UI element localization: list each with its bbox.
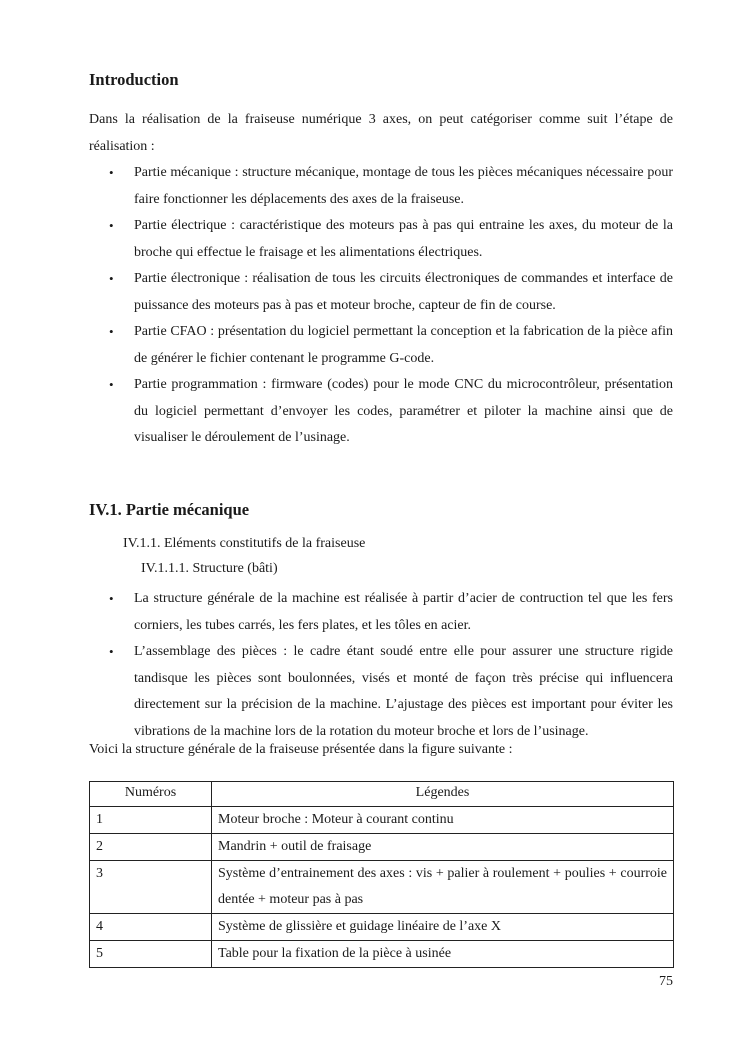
table-row [90, 914, 674, 941]
subsection-heading: IV.1.1. Eléments constitutifs de la fraiseuse [123, 536, 366, 551]
table-cell-number: 1 [90, 807, 212, 834]
list-item-text: Partie électronique : réalisation de tous les circuits électroniques de commandes et interface de puissance des moteurs pas à pas et moteur broche, capteur de fin de course. [134, 271, 673, 313]
list-item [89, 586, 673, 639]
introduction-heading: Introduction [89, 70, 179, 89]
bullet-icon: • [109, 165, 114, 180]
table-row [90, 834, 674, 861]
table-cell-legend: Système de glissière et guidage linéaire de l’axe X [212, 914, 674, 941]
table-cell-number: 2 [90, 834, 212, 861]
table-cell-legend: Moteur broche : Moteur à courant continu [212, 807, 674, 834]
table-cell-legend: Mandrin + outil de fraisage [212, 834, 674, 861]
bullet-icon: • [109, 377, 114, 392]
table-header-legendes: Légendes [212, 782, 674, 807]
table-row [90, 861, 674, 914]
bullet-icon: • [109, 591, 114, 606]
list-item-text: La structure générale de la machine est réalisée à partir d’acier de contruction tel que les fers corniers, les tubes carrés, les fers plates, et les tôles en acier. [134, 591, 673, 633]
section-heading: IV.1. Partie mécanique [89, 500, 250, 519]
table-header-numeros: Numéros [90, 782, 212, 807]
table-header-row [90, 782, 674, 807]
legend-table [89, 781, 674, 968]
figure-intro-text: Voici la structure générale de la fraiseuse présentée dans la figure suivante : [89, 742, 513, 757]
introduction-paragraph: Dans la réalisation de la fraiseuse numérique 3 axes, on peut catégoriser comme suit l’étape de réalisation : [89, 112, 673, 154]
table-row [90, 807, 674, 834]
subsubsection-heading: IV.1.1.1. Structure (bâti) [141, 561, 278, 576]
bullet-icon: • [109, 218, 114, 233]
list-item-text: L’assemblage des pièces : le cadre étant soudé entre elle pour assurer une structure rigide tandisque les pièces sont boulonnées, visés et monté de façon très précise qui influencera directement sur la précision de la machine. L’ajustage des pièces est important pour éviter les vibrations de la machine lors de la rotation du moteur broche et lors de l’usinage. [134, 644, 673, 739]
list-item [89, 372, 673, 452]
bullet-icon: • [109, 324, 114, 339]
table-cell-legend: Table pour la fixation de la pièce à usinée [212, 941, 674, 968]
list-item [89, 319, 673, 372]
list-item [89, 639, 673, 745]
table-cell-number: 3 [90, 861, 212, 914]
table-row [90, 941, 674, 968]
bullet-icon: • [109, 271, 114, 286]
bullet-icon: • [109, 644, 114, 659]
list-item [89, 160, 673, 213]
list-item-text: Partie électrique : caractéristique des moteurs pas à pas qui entraine les axes, du moteur de la broche qui effectue le fraisage et les alimentations électriques. [134, 218, 673, 260]
introduction-bullet-list [89, 160, 673, 452]
table-cell-number: 5 [90, 941, 212, 968]
list-item [89, 266, 673, 319]
list-item-text: Partie CFAO : présentation du logiciel permettant la conception et la fabrication de la pièce afin de générer le fichier contenant le programme G-code. [134, 324, 673, 366]
table-cell-number: 4 [90, 914, 212, 941]
list-item-text: Partie mécanique : structure mécanique, montage de tous les pièces mécaniques nécessaire pour faire fonctionner les déplacements des axes de la fraiseuse. [134, 165, 673, 207]
table-cell-legend: Système d’entrainement des axes : vis + palier à roulement + poulies + courroie dentée + moteur pas à pas [212, 861, 674, 914]
list-item-text: Partie programmation : firmware (codes) pour le mode CNC du microcontrôleur, présentation du logiciel permettant d’envoyer les codes, paramétrer et piloter la machine ainsi que de visualiser le déroulement de l’usinage. [134, 377, 673, 445]
page-number: 75 [659, 974, 673, 989]
list-item [89, 213, 673, 266]
section-bullet-list [89, 586, 673, 745]
